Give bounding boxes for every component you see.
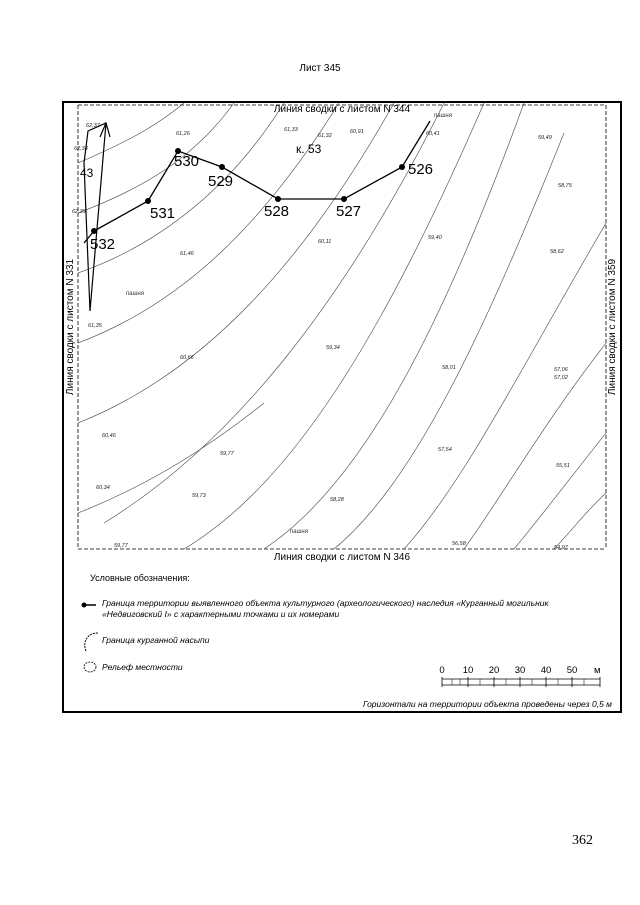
- elevation-label: 59,49: [538, 135, 552, 141]
- scale-tick-label: 0: [439, 665, 445, 676]
- contour-line: [184, 103, 484, 549]
- land-label: пашня: [126, 291, 144, 297]
- legend-item-boundary: [102, 598, 602, 624]
- elevation-label: 55,51: [556, 463, 570, 469]
- elevation-label: 58,01: [442, 365, 456, 371]
- elevation-label: 57,02: [554, 375, 568, 381]
- elevation-label: 59,77: [114, 543, 128, 549]
- elevation-label: 59,73: [192, 493, 206, 499]
- seam-left-caption: Линия сводки с листом N 331: [65, 258, 76, 396]
- elevation-label: 62,37: [86, 123, 100, 129]
- elevation-label: 54,97: [554, 545, 568, 551]
- contour-line: [554, 493, 606, 549]
- contour-line: [78, 103, 394, 423]
- contour-note: Горизонтали на территории объекта проведены через 0,5 м: [362, 699, 612, 709]
- scale-tick-label: 30: [514, 665, 526, 676]
- elevation-label: 59,34: [326, 345, 340, 351]
- contour-line: [78, 103, 184, 163]
- elevation-label: 59,77: [220, 451, 234, 457]
- point-530-label: 530: [174, 153, 200, 170]
- scale-tick-label: 10: [462, 665, 474, 676]
- point-532-marker: [91, 228, 97, 234]
- map-area: [78, 105, 606, 549]
- elevation-label: 57,54: [438, 447, 452, 453]
- contour-line: [464, 343, 606, 549]
- elevation-label: 58,75: [558, 183, 572, 189]
- point-532-label: 532: [90, 236, 116, 253]
- point-531-label: 531: [150, 205, 176, 222]
- contour-line: [404, 223, 606, 549]
- sheet-title: Лист 345: [299, 63, 341, 74]
- elevation-label: 60,91: [350, 129, 364, 135]
- elevation-label: 60,46: [102, 433, 116, 439]
- elevation-label: 60,34: [96, 485, 110, 491]
- elevation-label: 62,39: [72, 209, 86, 215]
- kurgan-label: к. 53: [296, 142, 322, 156]
- seam-right-caption: Линия сводки с листом N 359: [607, 258, 618, 396]
- scale-tick-label: 40: [540, 665, 552, 676]
- seam-bottom-caption: Линия сводки с листом N 346: [273, 552, 411, 563]
- elevation-label: 57,06: [554, 367, 568, 373]
- land-label: пашня: [434, 113, 452, 119]
- contour-line: [78, 103, 234, 213]
- map-drawing: [64, 103, 620, 711]
- mound-boundary-icon: [85, 633, 98, 651]
- contour-line: [334, 133, 564, 549]
- scale-tick-label: 20: [488, 665, 500, 676]
- legend-item-relief-label: Рельеф местности: [102, 662, 183, 672]
- elevation-label: 61,26: [176, 131, 190, 137]
- point-529-marker: [219, 164, 225, 170]
- point-526-marker: [399, 164, 405, 170]
- point-527-marker: [341, 196, 347, 202]
- land-label: пашня: [290, 529, 308, 535]
- contour-lines: [78, 103, 606, 549]
- object-boundary: [84, 121, 430, 243]
- legend-item-mound-label: Граница курганной насыпи: [102, 635, 210, 645]
- contour-line: [104, 103, 444, 523]
- scale-unit: м: [594, 665, 601, 676]
- elevation-label: 56,58: [452, 541, 466, 547]
- elevation-label: 60,66: [180, 355, 194, 361]
- contour-line: [78, 103, 339, 343]
- contour-line: [514, 433, 606, 549]
- elevation-label: 60,41: [426, 131, 440, 137]
- point-531-marker: [145, 198, 151, 204]
- point-528-label: 528: [264, 203, 290, 220]
- elevation-label: 59,40: [428, 235, 442, 241]
- point-529-label: 529: [208, 173, 234, 190]
- contour-line: [78, 403, 264, 513]
- elevation-label: 58,28: [330, 497, 344, 503]
- elevation-label: 61,32: [318, 133, 332, 139]
- elevation-label: 61,46: [180, 251, 194, 257]
- elevation-label: 58,62: [550, 249, 564, 255]
- boundary-line-icon: [82, 603, 97, 608]
- seam-top-caption: Линия сводки с листом N 344: [273, 104, 411, 115]
- relief-contour-icon: [84, 662, 96, 672]
- legend-item-boundary-label: Граница территории выявленного объекта культурного (археологического) наследия «Курганный могильник «Недвиговский I» с характерными точками и их номерами: [102, 598, 549, 619]
- mound-number: 43: [80, 166, 94, 180]
- elevation-label: 61,33: [284, 127, 298, 133]
- point-528-marker: [275, 196, 281, 202]
- legend: [82, 573, 613, 709]
- scale-tick-label: 50: [566, 665, 578, 676]
- elevation-label: 61,35: [88, 323, 102, 329]
- mound-boundary: [84, 123, 110, 311]
- scale-bar: [439, 665, 600, 687]
- object-boundary-line: [94, 121, 430, 231]
- elevation-label: 60,11: [318, 239, 332, 245]
- map-frame: [62, 101, 622, 713]
- page-number: 362: [572, 833, 593, 848]
- elevation-label: 62,34: [74, 146, 88, 152]
- point-526-label: 526: [408, 161, 434, 178]
- point-527-label: 527: [336, 203, 362, 220]
- legend-title: Условные обозначения:: [90, 573, 190, 583]
